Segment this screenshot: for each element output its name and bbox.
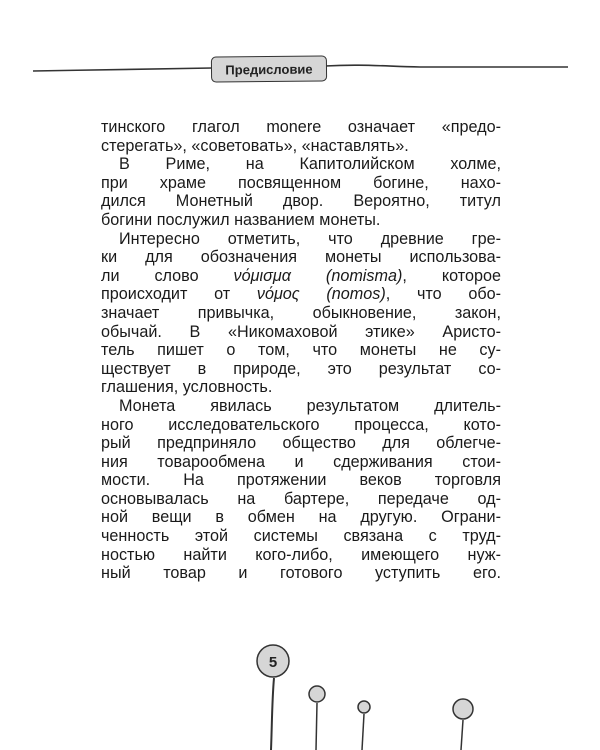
- text-segment: ченность этой системы связана с труд-: [101, 527, 501, 546]
- text-segment: Монета явилась результатом длитель-: [119, 396, 501, 415]
- text-segment: при храме посвященном богине, нахо-: [101, 173, 501, 192]
- text-segment: обычай. В «Никомаховой этике» Аристо-: [101, 322, 501, 341]
- text-segment: мости. На протяжении веков торговля: [101, 471, 501, 490]
- text-segment: ного исследовательского процесса, кото-: [101, 415, 501, 434]
- text-segment: , которое: [402, 266, 501, 285]
- text-segment: богини послужил названием монеты.: [101, 210, 381, 229]
- text-segment: ществует в природе, это результат со-: [101, 359, 501, 378]
- text-segment: Интересно отметить, что древние гре-: [119, 229, 501, 248]
- text-segment: тинского глагол monere означает «предо-: [101, 118, 501, 136]
- text-segment: ной вещи в обмен на другую. Ограни-: [101, 508, 501, 527]
- text-segment: ния товарообмена и сдерживания стои-: [101, 452, 501, 471]
- text-segment: стерегать», «советовать», «наставлять».: [101, 136, 409, 155]
- text-segment: ный товар и готового уступить его.: [101, 564, 501, 583]
- text-segment: ли слово: [101, 266, 234, 285]
- greek-term: νόμισμα (nomisma): [233, 266, 403, 285]
- chapter-title: Предисловие: [225, 61, 313, 77]
- text-segment: рый предприняло общество для облегче-: [101, 434, 501, 453]
- text-segment: основывалась на бартере, передаче од-: [101, 489, 501, 508]
- text-segment: глашения, условность.: [101, 378, 273, 397]
- text-segment: В Риме, на Капитолийском холме,: [119, 155, 501, 174]
- text-segment: , что обо-: [385, 285, 501, 304]
- text-segment: ки для обозначения монеты использова-: [101, 248, 501, 267]
- text-segment: тель пишет о том, что монеты не су-: [101, 341, 501, 360]
- text-segment: дился Монетный двор. Вероятно, титул: [101, 192, 501, 211]
- text-segment: происходит от: [101, 285, 257, 304]
- text-segment: ностью найти кого-либо, имеющего нуж-: [101, 545, 501, 564]
- greek-term: νόμος (nomos): [256, 285, 386, 304]
- page-number: 5: [268, 653, 278, 671]
- text-segment: значает привычка, обыкновение, закон,: [101, 303, 501, 322]
